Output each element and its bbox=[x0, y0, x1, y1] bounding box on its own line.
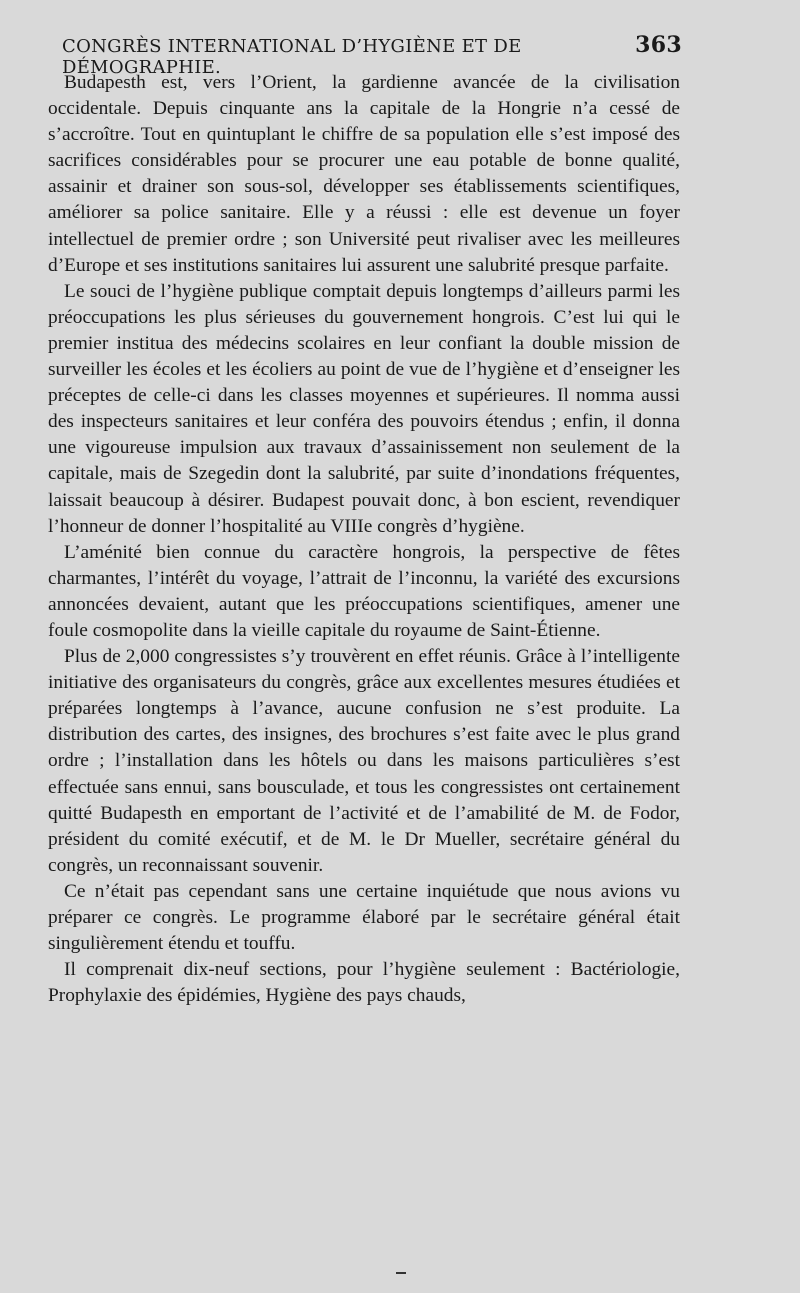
paragraph-2: Le souci de l’hygiène publique comptait depuis longtemps d’ailleurs parmi les préoccupations les plus sérieuses du gouvernement hongrois. C’est lui qui le premier institua des médecins scolaires en leur confiant la double mission de surveiller les écoles et les écoliers au point de vue de l’hygiène et d’enseigner les préceptes de celle-ci dans les classes moyennes et supérieures. Il nomma aussi des inspecteurs sanitaires et leur conféra des pouvoirs étendus ; enfin, il donna une vigoureuse impulsion aux travaux d’assainissement non seulement de la capitale, mais de Szegedin dont la salubrité, par suite d’inondations fréquentes, laissait beaucoup à désirer. Budapest pouvait donc, à bon escient, revendiquer l’honneur de donner l’hospitalité au VIIIe congrès d’hygiène. bbox=[48, 280, 680, 537]
page-number: 363 bbox=[635, 32, 682, 58]
running-title: CONGRÈS INTERNATIONAL D’HYGIÈNE ET DE DÉMOGRAPHIE. bbox=[62, 36, 522, 78]
paragraph-3: L’aménité bien connue du caractère hongrois, la perspective de fêtes charmantes, l’intérêt du voyage, l’attrait de l’inconnu, la variété des excursions annoncées devaient, autant que les préoccupations scientifiques, amener une foule cosmopolite dans la vieille capitale du royaume de Saint-Étienne. bbox=[48, 541, 680, 641]
footer-mark bbox=[396, 1272, 406, 1274]
paragraph-4: Plus de 2,000 congressistes s’y trouvèrent en effet réunis. Grâce à l’intelligente initiative des organisateurs du congrès, grâce aux excellentes mesures étudiées et préparées longtemps à l’avance, aucune confusion ne s’est produite. La distribution des cartes, des insignes, des brochures s’est faite avec le plus grand ordre ; l’installation dans les hôtels ou dans les maisons particulières s’est effectuée sans ennui, sans bousculade, et tous les congressistes ont certainement quitté Budapesth en emportant de l’activité et de l’amabilité de M. de Fodor, président du comité exécutif, et de M. le Dr Mueller, secrétaire général du congrès, un reconnaissant souvenir. bbox=[48, 646, 680, 876]
paragraph-1: Budapesth est, vers l’Orient, la gardienne avancée de la civilisation occidentale. Depuis cinquante ans la capitale de la Hongrie n’a cessé de s’accroître. Tout en quintuplant le chiffre de sa population elle s’est imposé des sacrifices considérables pour se procurer une eau potable de bonne qualité, assainir et drainer son sous-sol, développer ses établissements scientifiques, améliorer sa police sanitaire. Elle y a réussi : elle est devenue un foyer intellectuel de premier ordre ; son Université peut rivaliser avec les meilleures d’Europe et ses institutions sanitaires lui assurent une salubrité presque parfaite. bbox=[48, 72, 680, 276]
paragraph-5: Ce n’était pas cependant sans une certaine inquiétude que nous avions vu préparer ce congrès. Le programme élaboré par le secrétaire général était singulièrement étendu et touffu. bbox=[48, 880, 680, 955]
body-text bbox=[48, 70, 680, 1009]
paragraph-6: Il comprenait dix-neuf sections, pour l’hygiène seulement : Bactériologie, Prophylaxie des épidémies, Hygiène des pays chauds, bbox=[48, 959, 680, 1007]
running-header bbox=[62, 32, 682, 78]
